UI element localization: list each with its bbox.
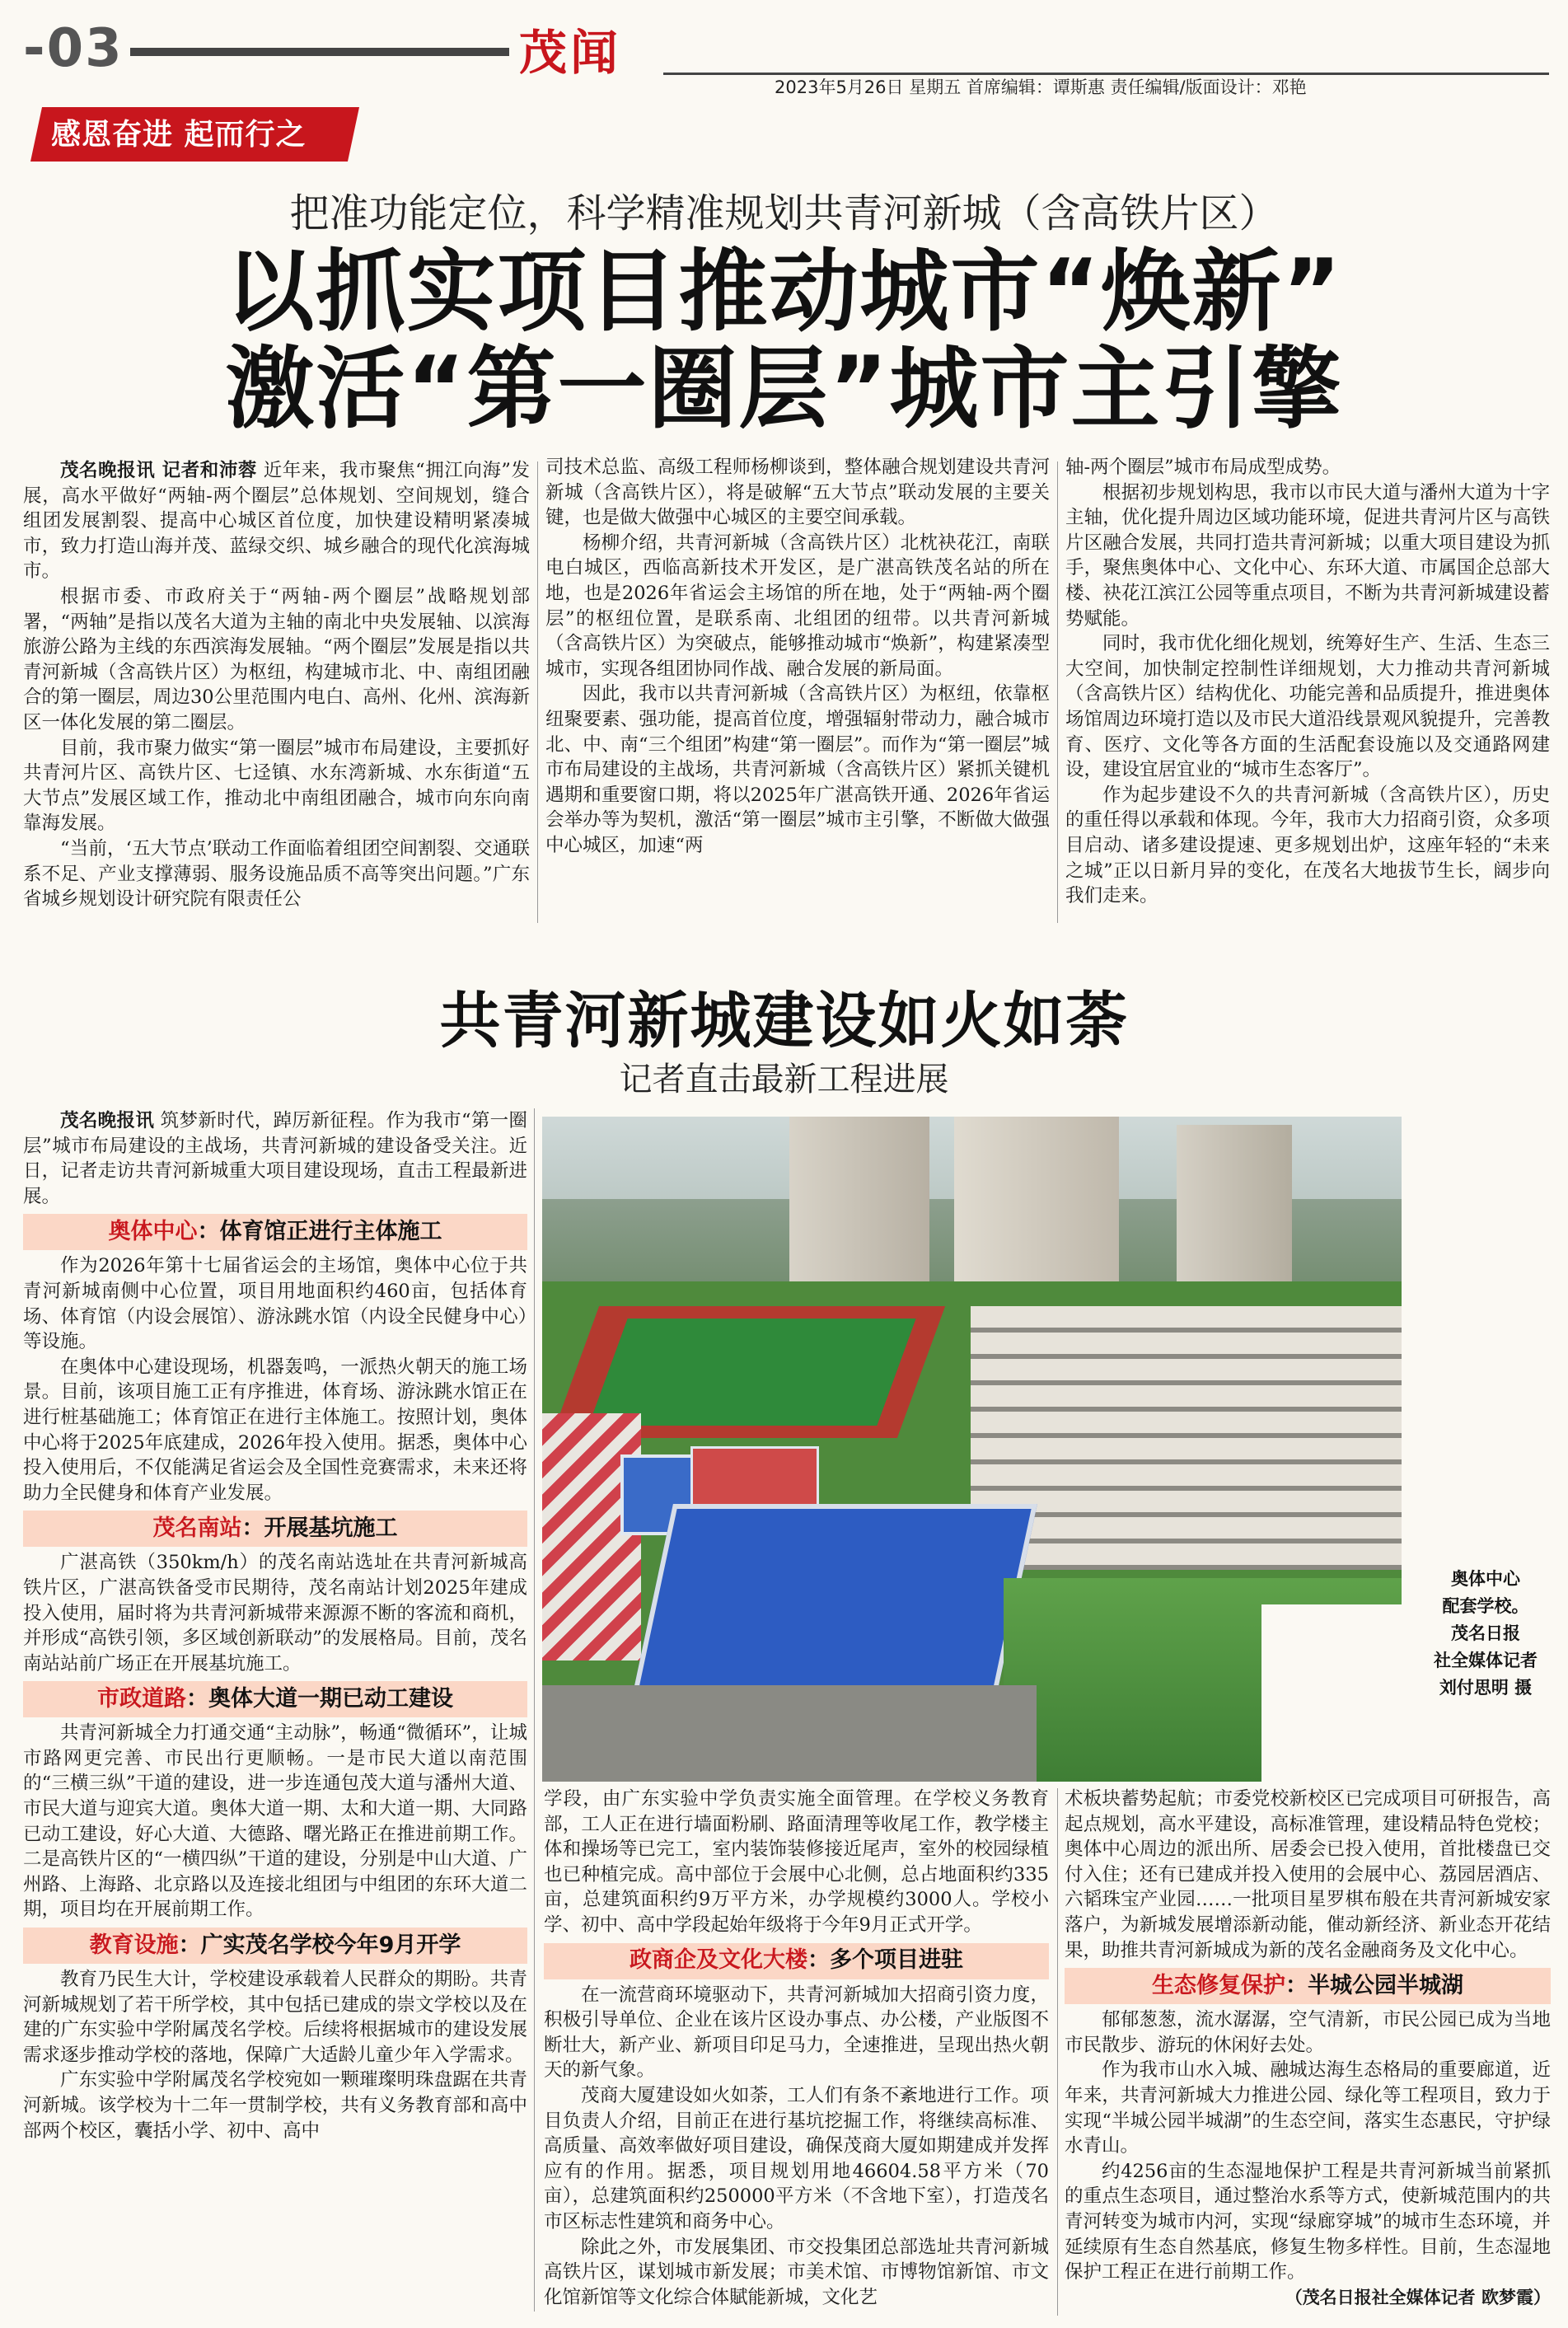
column-rule bbox=[534, 1108, 535, 2312]
section-label: 教育设施 bbox=[89, 1932, 179, 1958]
paragraph: 司技术总监、高级工程师杨柳谈到，整体融合规划建设共青河新城（含高铁片区），将是破解“五大节点”联动发展的主要关键，也是做大做强中心城区的主要空间承载。 bbox=[545, 457, 1050, 529]
caption-line: 社全媒体记者 bbox=[1434, 1651, 1538, 1670]
paragraph: 在奥体中心建设现场，机器轰鸣，一派热火朝天的施工场景。目前，该项目施工正有序推进，体育场、游泳跳水馆正在进行桩基础施工；体育馆正在进行主体施工。按照计划，奥体中心将于2025年底建成，2026年投入使用。据悉，奥体中心投入使用后，不仅能满足省运会及全国性竞赛需求，未来还将助力全民健身和体育产业发展。 bbox=[23, 1356, 527, 1504]
masthead-rule bbox=[130, 48, 509, 56]
paragraph: 轴-两个圈层”城市布局成型成势。 bbox=[1065, 457, 1341, 478]
page-number: -03 bbox=[23, 18, 124, 79]
caption-line: 奥体中心 bbox=[1451, 1569, 1520, 1589]
paragraph: 根据初步规划构思，我市以市民大道与潘州大道为十字主轴，优化提升周边区域功能环境，促进共青河片区与高铁片区融合发展，共同打造共青河新城；以重大项目建设为抓手，聚焦奥体中心、文化中心、东环大道、市属国企总部大楼、袂花江滨江公园等重点项目，不断为共青河新城建设蓄势赋能。 bbox=[1065, 481, 1550, 630]
paragraph: 作为起步建设不久的共青河新城（含高铁片区），历史的重任得以承载和体现。今年，我市大力招商引资，众多项目启动、诸多建设提速、更多规划出炉，这座年轻的“未来之城”正以日新月异的变化，在茂名大地拔节生长，阔步向我们走来。 bbox=[1065, 784, 1550, 907]
paragraph: 广湛高铁（350km/h）的茂名南站选址在共青河新城高铁片区，广湛高铁备受市民期待，茂名南站计划2025年建成投入使用，届时将为共青河新城带来源源不断的客流和商机，并形成“高铁引领，多区域创新联动”的发展格局。目前，茂名南站站前广场正在开展基坑施工。 bbox=[23, 1552, 527, 1675]
paragraph: 作为2026年第十七届省运会的主场馆，奥体中心位于共青河新城南侧中心位置，项目用地面积约460亩，包括体育场、体育馆（内设会展馆）、游泳跳水馆（内设全民健身中心）等设施。 bbox=[23, 1255, 527, 1353]
paragraph: 近年来，我市聚焦“拥江向海”发展，高水平做好“两轴-两个圈层”总体规划、空间规划，缝合组团发展割裂、提高中心城区首位度，加快建设精明紧凑城市，致力打造山海并茂、蓝绿交织、城乡融合的现代化滨海城市。 bbox=[23, 460, 530, 583]
caption-line: 刘付思明 摄 bbox=[1439, 1678, 1533, 1698]
column-rule bbox=[537, 461, 538, 923]
article1-column-3 bbox=[1065, 455, 1550, 925]
paragraph: 同时，我市优化细化规划，统筹好生产、生活、生态三大空间，加快制定控制性详细规划，大力推动共青河新城（含高铁片区）结构优化、功能完善和品质提升，推进奥体场馆周边环境打造以及市民大道沿线景观风貌提升，完善教育、医疗、文化等各方面的生活配套设施以及交通路网建设，建设宜居宜业的“城市生态客厅”。 bbox=[1065, 633, 1550, 781]
paragraph: 术板块蓄势起航；市委党校新校区已完成项目可研报告，高起点规划，高水平建设，高标准管理，建设精品特色党校；奥体中心周边的派出所、居委会已投入使用，首批楼盘已交付入住；还有已建成并投入使用的会展中心、荔园居酒店、六韬珠宝产业园……一批项目星罗棋布般在共青河新城安家落户，为新城发展增添新动能，催动新经济、新业态开花结果，助推共青河新城成为新的茂名金融商务及文化中心。 bbox=[1065, 1788, 1551, 1961]
paragraph: 因此，我市以共青河新城（含高铁片区）为枢纽，依靠枢纽聚要素、强功能，提高首位度，增强辐射带动力，融合城市北、中、南“三个组团”构建“第一圈层”。而作为“第一圈层”城市布局建设的主战场，共青河新城（含高铁片区）紧抓关键机遇期和重要窗口期，将以2025年广湛高铁开通、2026年省运会举办等为契机，激活“第一圈层”城市主引擎，不断做大做强中心城区，加速“两 bbox=[545, 683, 1050, 856]
section-title: 开展基坑施工 bbox=[264, 1515, 398, 1542]
paragraph: “当前，‘五大节点’联动工作面临着组团空间割裂、交通联系不足、产业支撑薄弱、服务设施品质不高等突出问题。”广东省城乡规划设计研究院有限责任公 bbox=[23, 837, 530, 911]
tennis-court bbox=[690, 1446, 819, 1509]
article2-column-3 bbox=[1065, 1787, 1551, 2326]
article1-column-2 bbox=[545, 455, 1050, 925]
section-heading-olympic-center: 奥体中心 ： 体育馆正进行主体施工 bbox=[23, 1214, 527, 1250]
paragraph: 在一流营商环境驱动下，共青河新城加大招商引资力度，积极引导单位、企业在该片区设办事点、办公楼，产业版图不断壮大，新产业、新项目印足马力，全速推进，呈现出热火朝天的新气象。 bbox=[544, 1984, 1049, 2082]
paragraph: 共青河新城全力打通交通“主动脉”，畅通“微循环”，让城市路网更完善、市民出行更顺畅。一是市民大道以南范围的“三横三纵”干道的建设，进一步连通包茂大道与潘州大道、市民大道与迎宾大道。奥体大道一期、太和大道一期、大同路已动工建设，好心大道、大德路、曙光路正在推进前期工作。二是高铁片区的“一横四纵”干道的建设，分别是中山大道、广州路、上海路、北京路以及连接北组团与中组团的东环大道二期，项目均在开展前期工作。 bbox=[23, 1722, 527, 1921]
section-label: 奥体中心 bbox=[108, 1219, 198, 1245]
section-title: 奥体大道一期已动工建设 bbox=[208, 1685, 453, 1712]
article2-subhead: 记者直击最新工程进展 bbox=[619, 1061, 949, 1098]
paragraph: 广东实验中学附属茂名学校宛如一颗璀璨明珠盘踞在共青河新城。该学校为十二年一贯制学校，共有义务教育部和高中部两个校区，囊括小学、初中、高中 bbox=[23, 2069, 527, 2142]
section-name: 茂闻 bbox=[519, 25, 622, 81]
paragraph: 杨柳介绍，共青河新城（含高铁片区）北枕袂花江，南联电白城区，西临高新技术开发区，是广湛高铁茂名站的所在地，也是2026年省运会主场馆的所在地，处于“两轴-两个圈层”的枢纽位置，是联系南、北组团的纽带。以共青河新城（含高铁片区）为突破点，能够推动城市“焕新”，构建紧凑型城市，实现各组团协同作战、融合发展的新局面。 bbox=[545, 532, 1050, 680]
news-photo bbox=[542, 1117, 1402, 1782]
section-heading-business: 政商企及文化大楼 ： 多个项目进驻 bbox=[544, 1943, 1049, 1979]
column-tag-text: 感恩奋进 起而行之 bbox=[51, 117, 307, 152]
section-label: 政商企及文化大楼 bbox=[630, 1947, 807, 1974]
paragraph: 茂商大厦建设如火如荼，工人们有条不紊地进行工作。项目负责人介绍，目前正在进行基坑挖掘工作，将继续高标准、高质量、高效率做好项目建设，确保茂商大厦如期建成并发挥应有的作用。据悉，项目规划用地46604.58平方米（70亩），总建筑面积约250000平方米（不含地下室），打造茂名市区标志性建筑和商务中心。 bbox=[544, 2084, 1049, 2232]
football-pitch bbox=[588, 1319, 915, 1426]
article2-column-1 bbox=[23, 1108, 527, 2320]
section-title: 半城公园半城湖 bbox=[1308, 1972, 1463, 1998]
section-heading-municipal-roads: 市政道路 ： 奥体大道一期已动工建设 bbox=[23, 1681, 527, 1717]
caption-line: 配套学校。 bbox=[1442, 1596, 1529, 1616]
section-title: 体育馆正进行主体施工 bbox=[219, 1219, 442, 1245]
school-building bbox=[971, 1306, 1402, 1570]
caption bbox=[1416, 1566, 1556, 1702]
headline-line-2: 激活“第一圈层”城市主引擎 bbox=[225, 338, 1343, 441]
caption-line: 茂名日报 bbox=[1451, 1623, 1520, 1643]
road-foreground bbox=[542, 1685, 1037, 1782]
article1-lead: 茂名晚报讯 记者和沛蓉 bbox=[60, 460, 257, 481]
article2-headline: 共青河新城建设如火如荼 bbox=[439, 986, 1129, 1056]
headline-line-1: 以抓实项目推动城市“焕新” bbox=[225, 241, 1343, 344]
paragraph: 作为我市山水入城、融城达海生态格局的重要廊道，近年来，共青河新城大力推进公园、绿化等工程项目，致力于实现“半城公园半城湖”的生态空间，落实生态惠民，守护绿水青山。 bbox=[1065, 2059, 1551, 2157]
section-heading-ecology: 生态修复保护 ： 半城公园半城湖 bbox=[1065, 1968, 1551, 2004]
byline: （茂名日报社全媒体记者 欧梦霞） bbox=[1285, 2287, 1551, 2307]
article2-lead: 茂名晚报讯 bbox=[60, 1110, 155, 1131]
article2-column-2 bbox=[544, 1787, 1049, 2322]
kicker: 把准功能定位，科学精准规划共青河新城（含高铁片区） bbox=[289, 190, 1279, 237]
paragraph: 约4256亩的生态湿地保护工程是共青河新城当前紧抓的重点生态项目，通过整治水系等方式，使新城范围内的共青河转变为城市内河，实现“绿廊穿城”的城市生态环境，并延续原有生态自然基底，修复生物多样性。目前，生态湿地保护工程正在进行前期工作。 bbox=[1065, 2160, 1551, 2284]
paragraph: 根据市委、市政府关于“两轴-两个圈层”战略规划部署，“两轴”是指以茂名大道为主轴的南北中央发展轴、以滨海旅游公路为主线的东西滨海发展轴。“两个圈层”发展是指以共青河新城（含高铁片区）为枢纽，构建城市北、中、南组团融合的第一圈层，周边30公里范围内电白、高州、化州、滨海新区一体化发展的第二圈层。 bbox=[23, 585, 530, 733]
paragraph: 筑梦新时代，踔厉新征程。作为我市“第一圈层”城市布局建设的主战场，共青河新城的建设备受关注。近日，记者走访共青河新城重大项目建设现场，直击工程最新进展。 bbox=[23, 1110, 527, 1207]
paragraph: 学段，由广东实验中学负责实施全面管理。在学校义务教育部，工人正在进行墙面粉刷、路面清理等收尾工作，教学楼主体和操场等已完工，室内装饰装修接近尾声，室外的校园绿植也已种植完成。高中部位于会展中心北侧，总占地面积约335亩，总建筑面积约9万平方米，办学规模约3000人。学校小学、初中、高中学段起始年级将于今年9月正式开学。 bbox=[544, 1788, 1049, 1936]
photo-caption bbox=[1261, 1604, 1402, 1782]
column-rule bbox=[1057, 1788, 1058, 2316]
paragraph: 除此之外，市发展集团、市交投集团总部选址共青河新城高铁片区，谋划城市新发展；市美术馆、市博物馆新馆、市文化馆新馆等文化综合体賦能新城，文化艺 bbox=[544, 2236, 1049, 2308]
article1-column-1 bbox=[23, 458, 530, 920]
section-heading-south-station: 茂名南站 ： 开展基坑施工 bbox=[23, 1511, 527, 1547]
red-roof-building bbox=[542, 1413, 641, 1661]
column-rule bbox=[1057, 461, 1058, 923]
paragraph: 目前，我市聚力做实“第一圈层”城市布局建设，主要抓好共青河片区、高铁片区、七迳镇、水东湾新城、水东街道“五大节点”发展区域工作，推动北中南组团融合，城市向东向南靠海发展。 bbox=[23, 737, 530, 835]
edition-info: 2023年5月26日 星期五 首席编辑：谭斯惠 责任编辑/版面设计：邓艳 bbox=[775, 77, 1307, 97]
section-logo bbox=[519, 23, 643, 82]
section-title: 多个项目进驻 bbox=[830, 1947, 963, 1974]
section-label: 生态修复保护 bbox=[1152, 1972, 1285, 1998]
paragraph: 教育乃民生大计，学校建设承载着人民群众的期盼。共青河新城规划了若干所学校，其中包括已建成的崇文学校以及在建的广东实验中学附属茂名学校。后续将根据城市的建设发展需求逐步推动学校的落地，保障广大适龄儿童少年入学需求。 bbox=[23, 1969, 527, 2066]
section-label: 市政道路 bbox=[97, 1685, 186, 1712]
section-title: 广实茂名学校今年9月开学 bbox=[200, 1932, 461, 1958]
paragraph: 郁郁葱葱，流水潺潺，空气清新，市民公园已成为当地市民散步、游玩的休闲好去处。 bbox=[1065, 2009, 1551, 2056]
section-label: 茂名南站 bbox=[152, 1515, 242, 1542]
section-heading-education: 教育设施 ： 广实茂名学校今年9月开学 bbox=[23, 1928, 527, 1964]
